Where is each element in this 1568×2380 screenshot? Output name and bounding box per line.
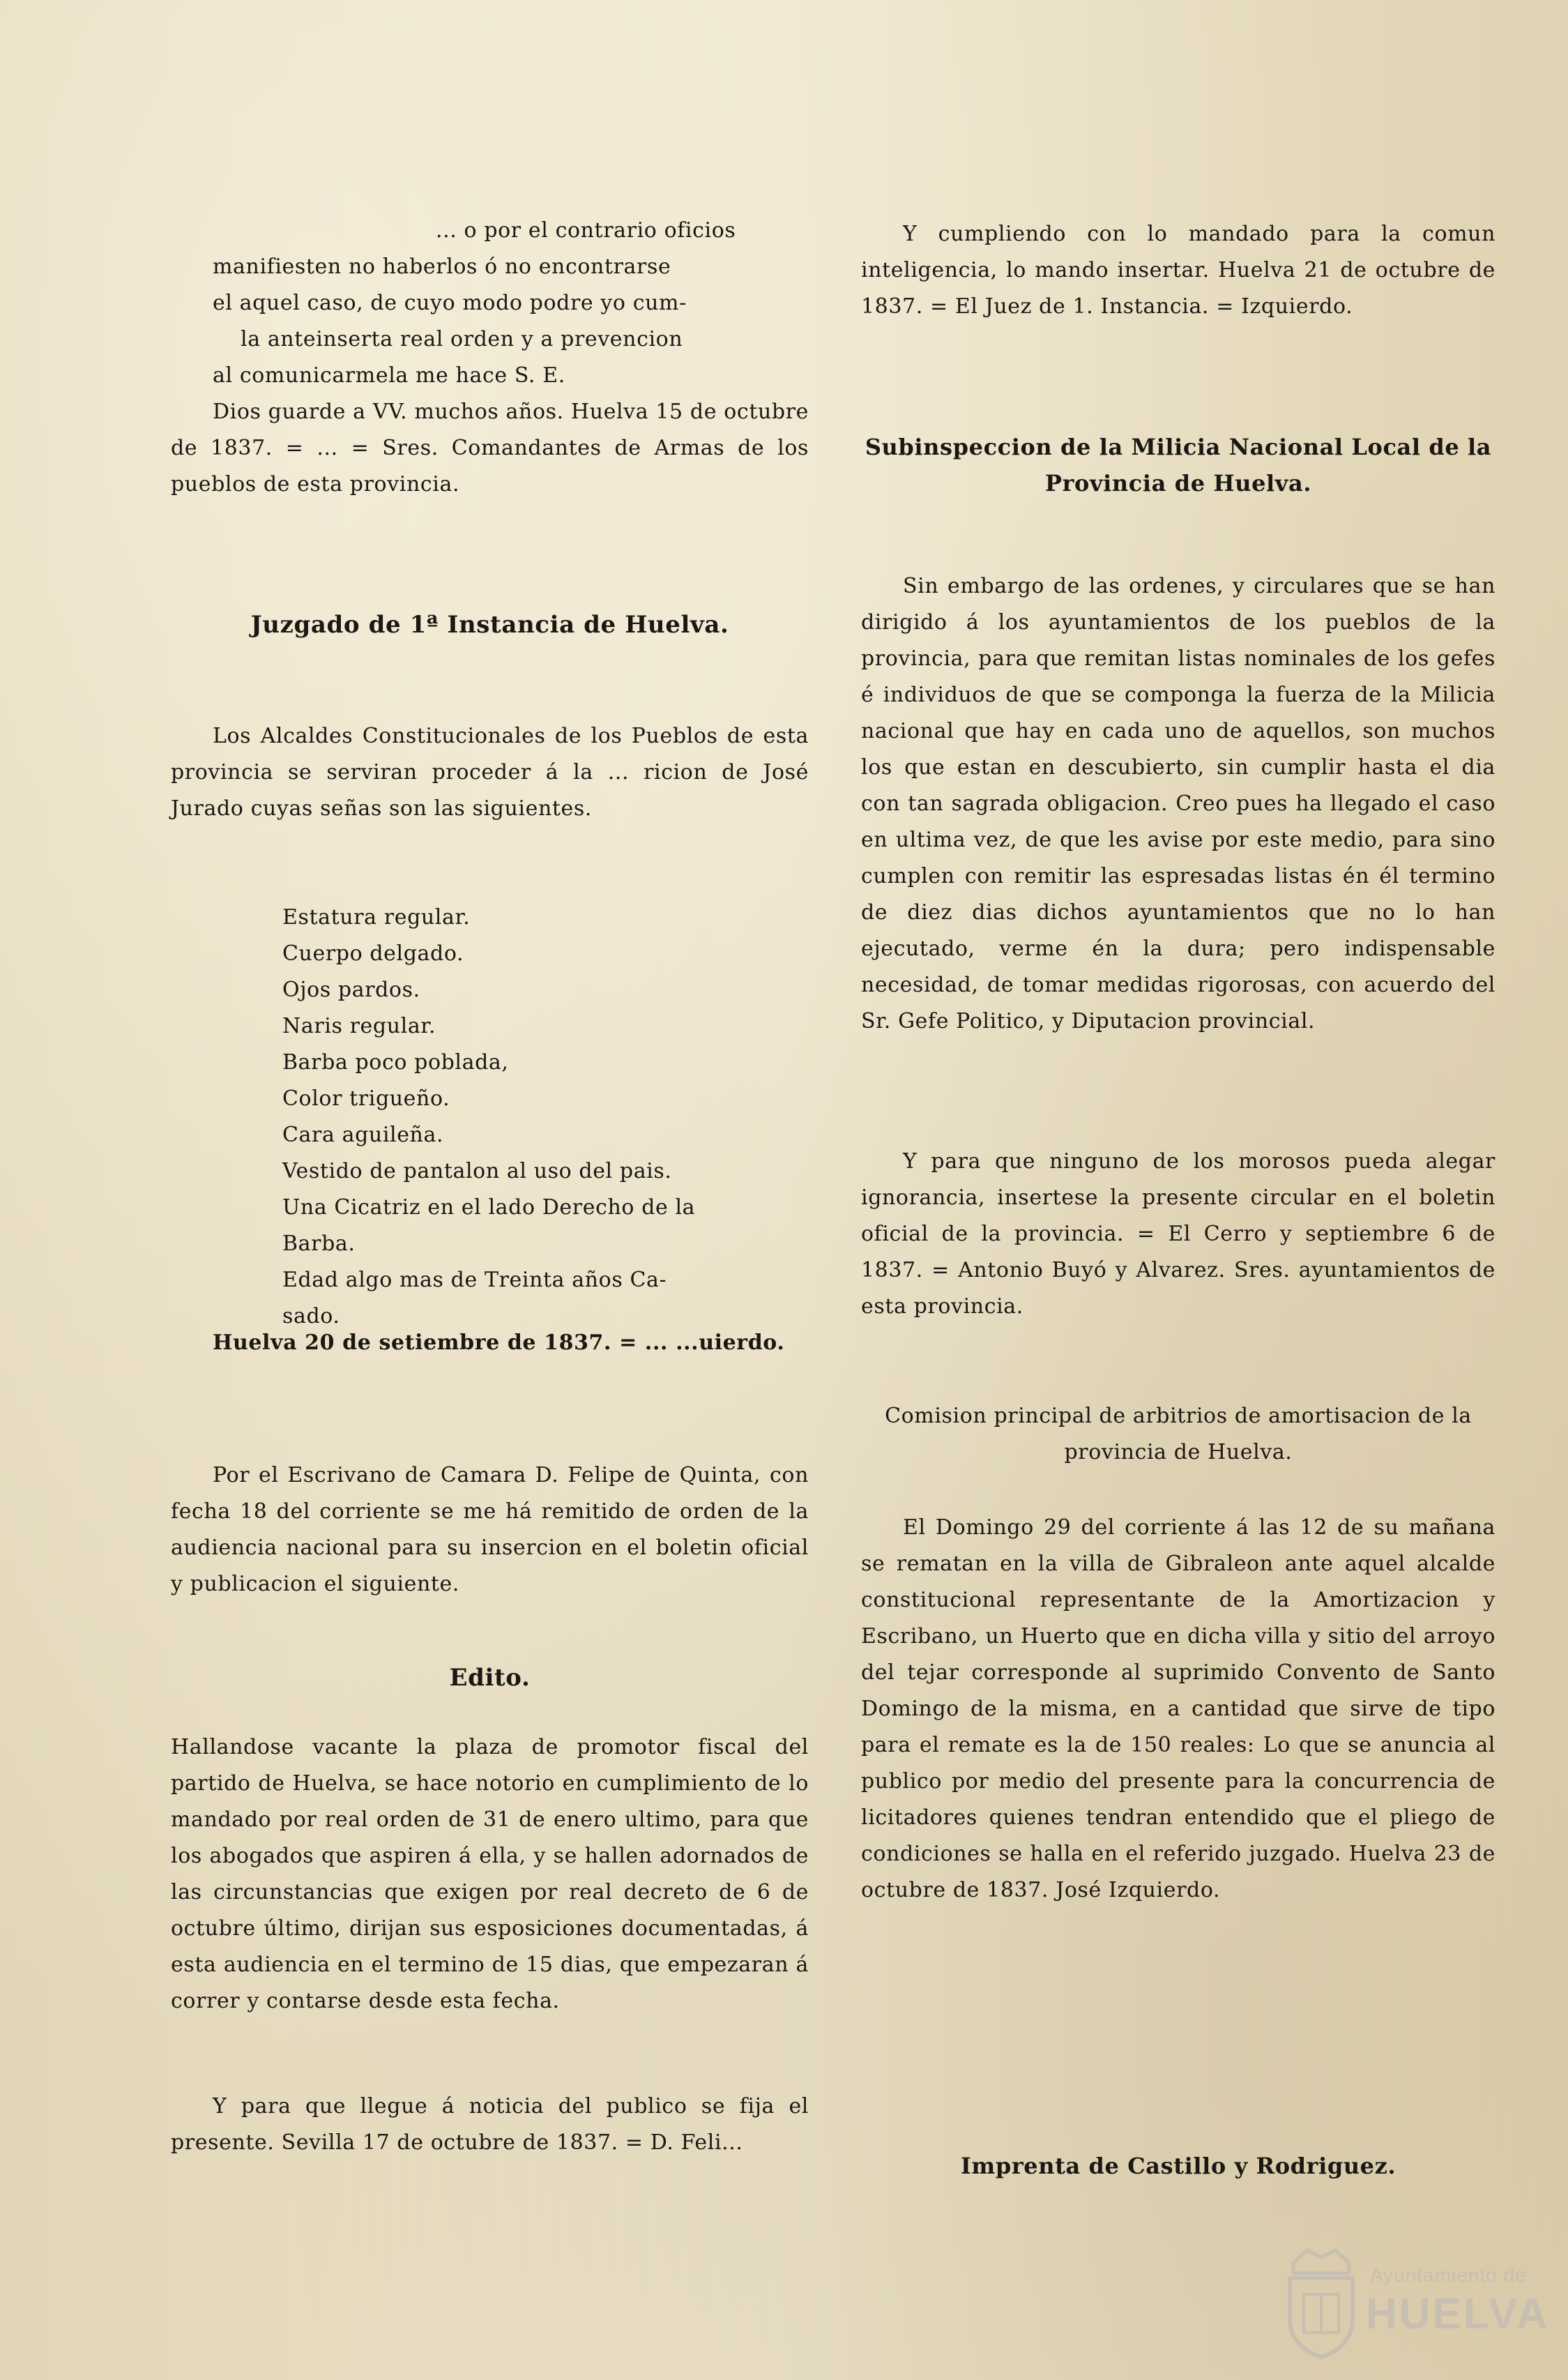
list-item: Estatura regular. [282,905,471,930]
juez-close: Y cumpliendo con lo mandado para la comun inteligencia, lo mando insertar. Huelva 21 de octubre de 1837. = El Juez de 1. Instancia. = Izquierdo. [861,222,1495,319]
milicia-body: Sin embargo de las ordenes, y circulares que se han dirigido á los ayuntamientos de los pueblos de la provincia, para que remitan listas nominales de los gefes é individuos de que se componga la fuerza de la Milicia nacional que hay en cada uno de aquellos, son muchos los que estan en descubierto, sin cumplir hasta el dia con tan sagrada obligacion. Creo pues ha llegado el caso en ultima vez, de que les avise por este medio, para sino cumplen con remitir las espresadas listas én él termino de diez dias dichos ayuntamientos que no lo han ejecutado, verme én la dura; pero indispensable necesidad, de tomar medidas rigorosas, con acuerdo del Sr. Gefe Politico, y Diputacion provincial. [861,574,1495,1033]
fragment-line: el aquel caso, de cuyo modo podre yo cum- [213,291,687,315]
juzgado-close: Huelva 20 de setiembre de 1837. = ... ...uierdo. [213,1331,785,1355]
fragment-line: ... o por el contrario oficios [436,218,736,243]
crest-icon [1279,2235,1363,2360]
fragment-close: Dios guarde a VV. muchos años. Huelva 15 de octubre de 1837. = ... = Sres. Comandantes de Armas de los pueblos de esta provincia. [171,400,809,497]
list-item: Vestido de pantalon al uso del pais. [282,1159,672,1183]
fragment-line: manifiesten no haberlos ó no encontrarse [213,255,671,279]
juzgado-heading: Juzgado de 1ª Instancia de Huelva. [250,611,729,639]
list-item: Barba. [282,1231,356,1256]
list-item: sado. [282,1304,340,1328]
edicto-heading: Edito. [449,1664,531,1692]
comision-heading: Comision principal de arbitrios de amortisacion de la provincia de Huelva. [885,1404,1472,1464]
fragment-line: la anteinserta real orden y a prevencion [241,327,683,351]
list-item: Color trigueño. [282,1086,450,1111]
fragment-lines [171,213,809,394]
watermark-line2: HUELVA [1366,2290,1550,2338]
list-item: Naris regular. [282,1014,436,1038]
list-item: Ojos pardos. [282,978,420,1002]
senas-list [282,900,809,1335]
list-item: Una Cicatriz en el lado Derecho de la [282,1195,696,1220]
comision-body: El Domingo 29 del corriente á las 12 de su mañana se rematan en la villa de Gibraleon ante aquel alcalde constitucional representante de la Amortizacion y Escribano, un Huerto que en dicha villa y sitio del arroyo del tejar corresponde al suprimido Convento de Santo Domingo de la misma, en a cantidad que sirve de tipo para el remate es la de 150 reales: Lo que se anuncia al publico por medio del presente para la concurrencia de licitadores quienes tendran entendido que el pliego de condiciones se halla en el referido juzgado. Huelva 23 de octubre de 1837. José Izquierdo. [861,1515,1495,1902]
milicia-close: Y para que ninguno de los morosos pueda alegar ignorancia, insertese la presente circular en el boletin oficial de la provincia. = El Cerro y septiembre 6 de 1837. = Antonio Buyó y Alvarez. Sres. ayuntamientos de esta provincia. [861,1149,1495,1319]
list-item: Barba poco poblada, [282,1050,509,1075]
escribano-intro: Por el Escrivano de Camara D. Felipe de Quinta, con fecha 18 del corriente se me há remitido de orden de la audiencia nacional para su insercion en el boletin oficial y publicacion el siguiente. [171,1463,809,1596]
list-item: Cuerpo delgado. [282,941,464,966]
list-item: Cara aguileña. [282,1123,444,1147]
edicto-close: Y para que llegue á noticia del publico se fija el presente. Sevilla 17 de octubre de 1837. = D. Feli... [171,2094,809,2155]
milicia-heading: Subinspeccion de la Milicia Nacional Local de la Provincia de Huelva. [865,434,1492,497]
watermark-line1: Ayuntamiento de [1370,2264,1527,2286]
imprenta-signature: Imprenta de Castillo y Rodriguez. [960,2153,1396,2179]
edicto-body: Hallandose vacante la plaza de promotor fiscal del partido de Huelva, se hace notorio en cumplimiento de lo mandado por real orden de 31 de enero ultimo, para que los abogados que aspiren á ella, y se hallen adornados de las circunstancias que exigen por real decreto de 6 de octubre último, dirijan sus esposiciones documentadas, á esta audiencia en el termino de 15 dias, que empezaran á correr y contarse desde esta fecha. [171,1735,809,2013]
fragment-line: al comunicarmela me hace S. E. [213,363,565,388]
watermark-logo [1279,2235,1551,2364]
juzgado-intro: Los Alcaldes Constitucionales de los Pueblos de esta provincia se serviran proceder á la ... ricion de José Jurado cuyas señas son las siguientes. [171,724,809,821]
list-item: Edad algo mas de Treinta años Ca- [282,1268,667,1292]
